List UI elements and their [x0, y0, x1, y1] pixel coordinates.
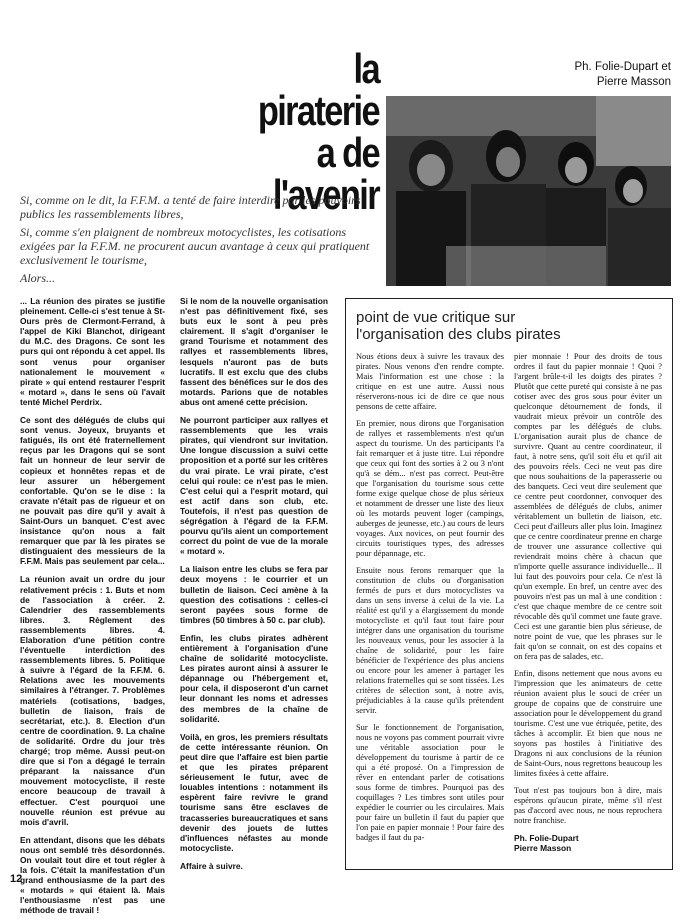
box-paragraph: Enfin, disons nettement que nous avons eu l'impression que les animateurs de cette réunion avaient plus le souci de créer un groupe de copains que de construire une association pour le développement du grand tourisme. C'est une vue étriquée, petite, des tâches à accomplir. Et bien que nous ne soyons pas hostiles à l'initiative des Dragons ni aux conclusions de la réunion de Saint-Ours, nous regrettons beaucoup les limites fixées à cette affaire. — [514, 669, 662, 778]
column2-paragraph: Si le nom de la nouvelle organisation n'est pas définitivement fixé, ses buts eux le sont à peu près clairement. Il s'agit d'organiser le grand Tourisme et notamment des rallyes et rassemblements libres, lesquels n'auront pas de buts lucratifs. Il est exclu que des clubs fassent des bénéfices sur le dos des motards. Parions que de notables abus ont amené cette précision. — [180, 296, 328, 407]
box-paragraph: Tout n'est pas toujours bon à dire, mais espérons qu'aucun pirate, même s'il n'est pas d'accord avec nous, ne nous reprochera notre franchise. — [514, 786, 662, 825]
box-signature-line-2: Pierre Masson — [514, 843, 572, 853]
box-paragraph: pier monnaie ! Pour des droits de tous ordres il faut du papier monnaie ! Quoi ? l'argent brûle-t-il les doigts des pirates ? Plutôt que cette pureté qui consiste à ne pas cotiser avec des gros sous pour éviter un quelconque détournement de fonds, il vaudrait mieux prévoir un contrôle des comptes par les délégués de clubs. L'organisation aurait plus de chance de survivre. Quant au centre coordinateur, il faut, à notre sens, qu'il soit élu et qu'il ait des pouvoirs réels. Ceci ne veut pas dire que nous souhaitions de la paperasserie ou des banquets. Ceci veut dire seulement que ce centre peut coordonner, convoquer des assemblées de délégués de clubs, animer véritablement un bulletin de liaison, etc. Ceci peut d'ailleurs aller plus loin. Imaginez que ce centre coordinateur prenne en charge de trouver une assurance collective qui reviendrait moins chère à chacun que n'importe quelle assurance individuelle... Il lui faut des pouvoirs pour cela. Ce n'est là qu'un exemple. En bref, un centre avec des pouvoirs n'est pas un mal à une condition : c'est que chaque membre de ce centre soit révocable dès qu'il commet une faute grave. Ceci est une garantie bien plus sérieuse, de notre point de vue, que les phrases sur le fait qu'on se connait, on est des copains et on fera pas de salades, etc. — [514, 352, 662, 661]
article-title — [205, 45, 379, 218]
intro-paragraph-2: Si, comme s'en plaignent de nombreux motocyclistes, les cotisations exigées par la F.F.M. ne procurent aucun avantage à ceux qui pratiquent exclusivement le tourisme, — [20, 225, 370, 267]
photo-illustration — [386, 96, 671, 286]
article-column-1 — [20, 296, 165, 924]
column1-paragraph: Ce sont des délégués de clubs qui sont venus. Joyeux, bruyants et fatigués, ils ont été fraternellement reçus par les Dragons qui se sont fait un honneur de leur servir de copieux et honnêtes repas et de leur assurer un hébergement confortable. Qu'on se le dise : la cravate n'était pas de rigueur et on ne pouvait pas dire qu'il y avait à Saint-Ours un banquet. C'est avec insistance qu'on nous a fait remarquer que par là les pirates se distinguaient des messieurs de la F.F.M. Mais pas seulement par cela... — [20, 415, 165, 567]
intro-paragraph-3: Alors... — [20, 271, 56, 285]
box-signature-line-1: Ph. Folie-Dupart — [514, 833, 579, 843]
column2-paragraph: Voilà, en gros, les premiers résultats de cette intéressante réunion. On peut dire que l'affaire est bien partie et que les pirates préparent sérieusement le futur, avec de louables intentions : notamment ils espèrent faire revivre le grand tourisme sans être esclaves de tracasseries bureaucratiques et sans devenir des jouets de luttes d'influences néfastes au monde motocycliste. — [180, 731, 328, 853]
box-column-right — [514, 352, 662, 853]
column2-paragraph: Ne pourront participer aux rallyes et rassemblements que les vrais pirates, qui viendront sur invitation. Une longue discussion a suivi cette proposition et a porté sur les critères du vrai pirate. Le vrai pirate, c'est celui qui roule: ce n'est pas le mien. C'est celui qui a l'esprit motard, qui est actif dans son club, etc. Toutefois, il n'est pas question de ségrégation à l'égard de la F.F.M. pourvu qu'ils aient un comportement correct du point de vue de la morale « motard ». — [180, 415, 328, 557]
article-photo — [386, 96, 671, 286]
title-line-2: a de — [316, 129, 379, 176]
box-column-left — [356, 352, 504, 853]
box-paragraph: En premier, nous dirons que l'organisation de rallyes et rassemblements n'est qu'un aspect du tourisme. Un des participants l'a fait remarquer et à juste titre. Lui répondre que ceux qui font des sorties à 2 ou 3 n'ont qu'à se dém... n'est pas correct. Peut-être que l'organisation du tourisme sous cette forme exige quelque chose de plus sérieux et notamment de dresser une liste des lieux où les motards peuvent loger (campings, auberges de jeunesse, etc.) au cours de leurs voyages. Aux novices, on peut fournir des circuits touristiques types, des adresses pour dépannage, etc. — [356, 419, 504, 558]
column2-paragraph: Enfin, les clubs pirates adhèrent entièrement à l'organisation d'une chaîne de solidarité motocycliste. Les pirates auront ainsi à assurer le dépannage ou l'hébergement et, pour cela, il disposeront d'un carnet leur donnant les noms et adresses des membres de la chaîne de solidarité. — [180, 632, 328, 724]
box-paragraph: Ensuite nous ferons remarquer que la constitution de clubs ou d'organisation fermés de purs et durs motocyclistes va dans un sens inverse à celui de la vie. La réalité est qu'il y a élargissement du monde motocycliste et qu'il faut tout faire pour intégrer dans une organisation du tourisme les nouveaux venus, pour les associer à la chaîne de solidarité, pour les faire bénéficier de l'expérience des plus anciens ou encore pour les amener à partager les relations fraternelles qui se sont tissées. Les critères de sélection sont, à notre avis, préjudiciables à la cause qu'ils prétendent servir. — [356, 566, 504, 715]
intro-paragraph-1: Si, comme on le dit, la F.F.M. a tenté de faire interdire par les pouvoirs publics les rassemblements libres, — [20, 193, 361, 221]
intro — [20, 193, 375, 289]
byline-line-1: Ph. Folie-Dupart et — [574, 61, 671, 73]
page-number: 12 — [10, 873, 23, 885]
column2-paragraph: Affaire à suivre. — [180, 860, 243, 871]
column2-paragraph: La liaison entre les clubs se fera par deux moyens : le courrier et un bulletin de liaison. Ceci amène à la question des cotisations : celles-ci seront payées sous forme de timbres (50 timbres à 50 c. par club). — [180, 564, 328, 625]
byline-line-2: Pierre Masson — [596, 76, 671, 88]
title-line-3: l'avenir — [272, 171, 379, 218]
box-heading-line-1: point de vue critique sur — [356, 309, 516, 326]
article-column-2 — [180, 296, 328, 879]
box-paragraph: Sur le fonctionnement de l'organisation, nous ne voyons pas comment pourrait vivre une véritable association pour le développement du tourisme à partir de ce qui a été proposé. On a l'impression de rêver en entendant parler de cotisations sous forme de timbres. Pourquoi pas des coquillages ? Les timbres sont utiles pour expédier le courrier ou les circulaires. Mais pour faire un bulletin il faut du papier que l'on paie en papier monnaie ! Pour faire des badges il faut du pa- — [356, 723, 504, 842]
title-line-1: la piraterie — [257, 45, 379, 134]
column1-paragraph: En attendant, disons que les débats nous ont semblé très désordonnés. On voulait tout dire et tout régler à la fois. C'était la manifestation d'un grand enthousiasme de la part des « motards » qui étaient là. Mais l'enthousiasme n'est pas une méthode de travail ! — [20, 834, 165, 916]
column1-paragraph: ... La réunion des pirates se justifie pleinement. Celle-ci s'est tenue à St-Ours près de Clermont-Ferrand, à l'appel de Kiki Blanchot, dirigeant du M.C. des Dragons. Ce sont les purs qui ont répondu à cet appel. Ils sont venus pour organiser nationalement le mouvement « pirate » qui entend restaurer l'esprit « motard », dans le sens où l'avait tenté Michel Perdrix. — [20, 296, 165, 407]
column1-paragraph: La réunion avait un ordre du jour relativement précis : 1. Buts et nom de l'association à créer. 2. Calendrier des rassemblements libres. 3. Règlement des rassemblements libres. 4. Elaboration d'une pétition contre l'éventuelle interdiction des rassemblements libres. 5. Politique à suivre à l'égard de la F.F.M. 6. Relations avec les mouvements similaires à l'étranger. 7. Problèmes matériels (cotisations, badges, bulletin de liaison, frais de secrétariat, etc.). 8. Election d'un centre de coordination. 9. La chaîne de solidarité. Ordre du jour très chargé; trop même. Aussi peut-on dire que si l'on a dégagé le terrain préparant la naissance d'un mouvement motocycliste, il reste encore beaucoup de travail à effectuer. C'est pourquoi une nouvelle réunion est prévue au mois d'avril. — [20, 574, 165, 827]
byline — [455, 60, 671, 90]
critique-box — [345, 298, 673, 870]
box-paragraph: Nous étions deux à suivre les travaux des pirates. Nous venons d'en rendre compte. Mais l'information est une chose : la critique en est une autre. Aussi nous réserverons-nous ici de dire ce que nous pensons de cette affaire. — [356, 352, 504, 411]
box-heading-line-2: l'organisation des clubs pirates — [356, 326, 561, 343]
